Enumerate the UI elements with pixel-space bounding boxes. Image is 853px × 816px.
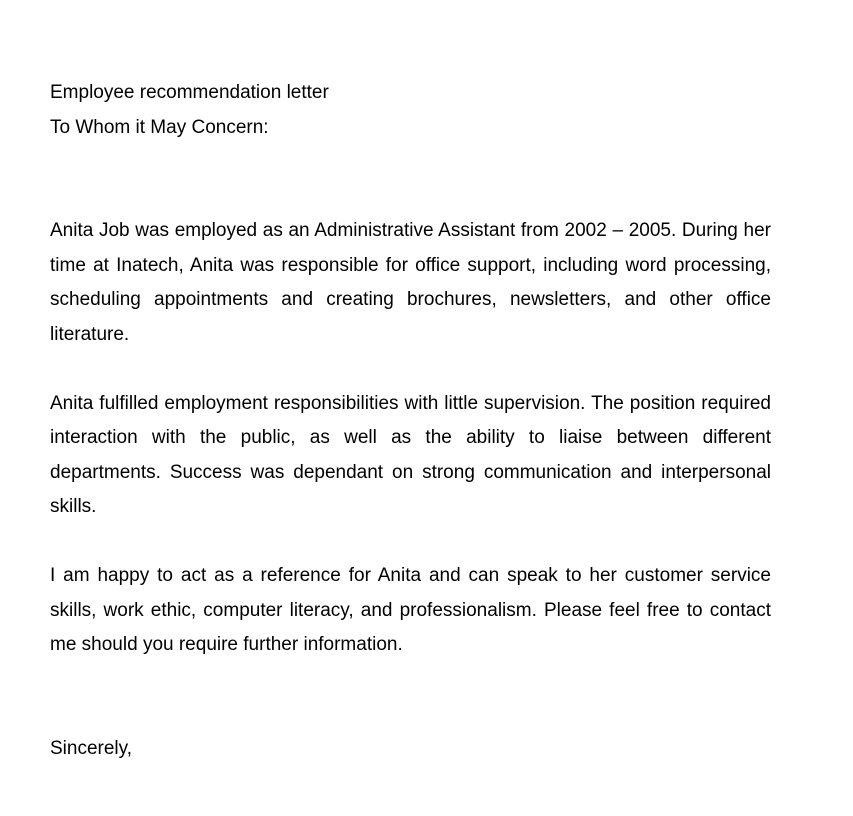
letter-paragraph-reference: I am happy to act as a reference for Anita and can speak to her customer service skills, work ethic, computer literacy, and professionalism. Please feel free to contact me should you require further information. [50,565,771,655]
letter-heading [50,76,771,145]
letter-salutation: To Whom it May Concern: [50,116,269,138]
letter-paragraph-responsibilities: Anita fulfilled employment responsibilities with little supervision. The position required interaction with the public, as well as the ability to liaise between different departments. Success was dependant on strong communication and interpersonal skills. [50,392,771,517]
letter-paragraph-employment: Anita Job was employed as an Administrative Assistant from 2002 – 2005. During her time at Inatech, Anita was responsible for office support, including word processing, scheduling appointments and creating brochures, newsletters, and other office literature. [50,220,771,345]
letter-title: Employee recommendation letter [50,82,329,103]
letter-closing: Sincerely, [50,737,133,759]
